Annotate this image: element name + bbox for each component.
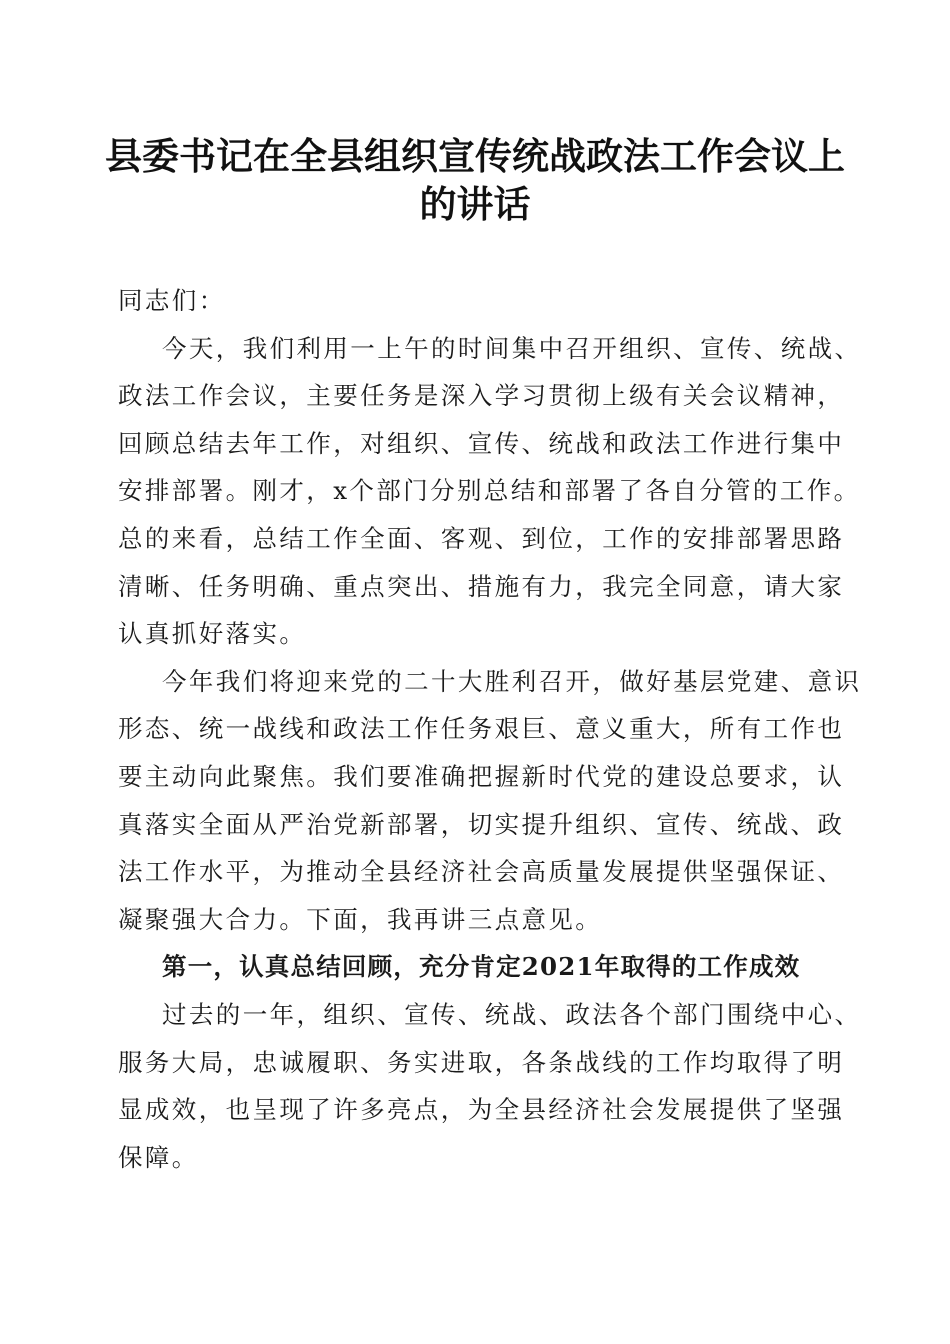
paragraph-line: 政法工作会议，主要任务是深入学习贯彻上级有关会议精神，: [118, 381, 845, 411]
paragraph-line: 今年我们将迎来党的二十大胜利召开，做好基层党建、意识: [162, 666, 862, 696]
paragraph-line: 回顾总结去年工作，对组织、宣传、统战和政法工作进行集中: [118, 428, 845, 458]
paragraph-review: [118, 991, 862, 1181]
document-body: [118, 277, 862, 1181]
section-heading: 第一，认真总结回顾，充分肯定2021年取得的工作成效: [162, 952, 801, 982]
paragraph-line: 清晰、任务明确、重点突出、措施有力，我完全同意，请大家: [118, 571, 845, 601]
paragraph-line: 保障。: [118, 1142, 199, 1172]
title-line: 的讲话: [419, 182, 531, 226]
salutation: 同志们：: [118, 286, 226, 315]
paragraph-line: 总的来看，总结工作全面、客观、到位，工作的安排部署思路: [118, 523, 845, 553]
paragraph-line: 今天，我们利用一上午的时间集中召开组织、宣传、统战、: [162, 333, 862, 363]
title-line: 县委书记在全县组织宣传统战政法工作会议上: [105, 134, 845, 178]
paragraph-intro: [118, 325, 862, 658]
paragraph-line: 形态、统一战线和政法工作任务艰巨、意义重大，所有工作也: [118, 714, 845, 744]
paragraph-goals: [118, 658, 862, 944]
paragraph-line: 过去的一年，组织、宣传、统战、政法各个部门围绕中心、: [162, 999, 862, 1029]
paragraph-line: 显成效，也呈现了许多亮点，为全县经济社会发展提供了坚强: [118, 1095, 845, 1125]
paragraph-line: 法工作水平，为推动全县经济社会高质量发展提供坚强保证、: [118, 857, 845, 887]
paragraph-line: 安排部署。刚才，x个部门分别总结和部署了各自分管的工作。: [118, 476, 861, 506]
paragraph-line: 真落实全面从严治党新部署，切实提升组织、宣传、统战、政: [118, 809, 845, 839]
paragraph-line: 凝聚强大合力。下面，我再讲三点意见。: [118, 904, 603, 934]
paragraph-line: 认真抓好落实。: [118, 619, 307, 649]
paragraph-line: 要主动向此聚焦。我们要准确把握新时代党的建设总要求，认: [118, 761, 845, 791]
paragraph-line: 服务大局，忠诚履职、务实进取，各条战线的工作均取得了明: [118, 1047, 845, 1077]
document-title: [100, 132, 850, 228]
